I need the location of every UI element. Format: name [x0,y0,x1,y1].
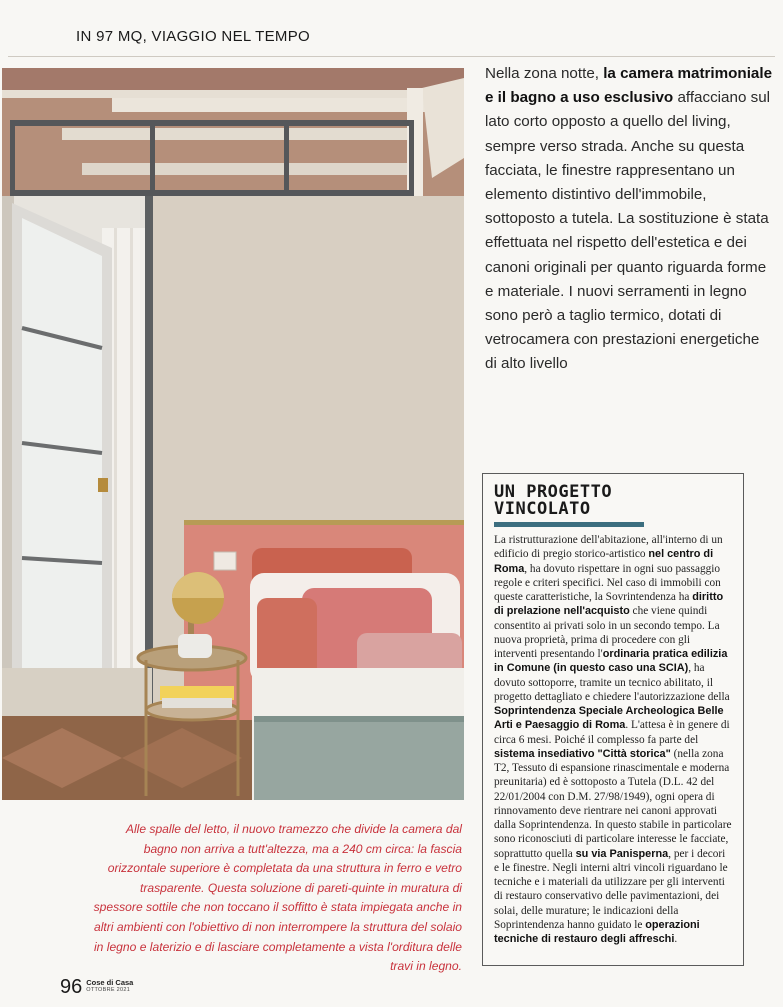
box-text-bold: operazioni tecniche di restauro degli affreschi [494,918,700,945]
box-accent-rule [494,522,644,527]
magazine-issue: OTTOBRE 2021 [86,987,131,993]
bedroom-photo [2,68,464,800]
box-text-segment: . [674,933,678,945]
box-text-bold: sistema insediativo "Città storica" [494,747,671,760]
box-text-segment: , ha dovuto sottoporre, tramite un tecnico abilitato, il progetto dettagliato e chiedere l'autorizzazione della [494,662,730,703]
box-text-segment: . L'attesa è in genere di circa 6 mesi. Poiché il complesso fa parte del [494,719,730,746]
box-text-bold: Soprintendenza Speciale Archeologica Belle Arti e Paesaggio di Roma [494,705,724,732]
body-text-rest: affacciano sul lato corto opposto a quello del living, sempre verso strada. Anche su questa facciata, le finestre rappresentano un elemento distintivo dell'immobile, sottoposto a tutela. La sostituzione è stata effettuata nel rispetto dell'estetica e dei canoni originali per quanto riguarda forme e materiale. I nuovi serramenti in legno sono però a taglio termico, dotati di vetrocamera con prestazioni energetiche di alto livello [485,89,771,373]
box-text-bold: nel centro di Roma [494,548,714,575]
box-text-segment: che viene quindi consentito ai privati solo in un secondo tempo. La nuova proprietà, prima di procedere con gli interventi presentando l' [494,605,720,660]
magazine-name: Cose di Casa [86,978,134,987]
box-text-bold: su via Panisperna [575,847,669,860]
body-text [485,62,775,377]
box-title-line-1: UN PROGETTO [494,482,613,502]
top-rule [8,56,775,57]
magazine-credit [86,979,133,994]
box-text-bold: ordinaria pratica edilizia in Comune (in questo caso una SCIA) [494,648,728,675]
box-text-segment: , per i decori e le finestre. Negli interni altri vincoli riguardano le tecniche e i materiali da utilizzare per gli interventi di restauro conservativo delle pavimentazioni, dei solai, delle murature; le indicazioni della Soprintendenza hanno guidato le [494,847,728,931]
box-text [494,533,732,946]
photo-caption: Alle spalle del letto, il nuovo tramezzo che divide la camera dal bagno non arriva a tutt'altezza, ma a 240 cm circa: la fascia orizzontale superiore è completata da una struttura in ferro e vetro trasparente. Questa soluzione di pareti-quinte in muratura di spessore sottile che non toccano il soffitto è stata impiegata anche in altri ambienti con l'obiettivo di non interrompere la struttura del solaio in legno e laterizio e di lasciare completamente a vista l'orditura delle travi in legno. [93,822,462,974]
box-text-segment: La ristrutturazione dell'abitazione, all'interno di un edificio di pregio storico-artistico [494,534,723,561]
body-text-emphasis: la camera matrimoniale e il bagno a uso esclusivo [485,65,773,107]
box-title-line-2: VINCOLATO [494,499,591,519]
running-head: IN 97 MQ, VIAGGIO NEL TEMPO [76,28,310,45]
box-text-bold: diritto di prelazione nell'acquisto [494,591,724,618]
folio [60,977,133,997]
box-text-segment: (nella zona T2, Tessuto di espansione rinascimentale e moderna preunitaria) ed è sottoposto a Tutela (D.L. 42 del 22/01/2004 con D.M. 27/98/1949), ogni opera di rinnovamento deve rientrare nei canoni approvati dalla Soprintendenza. In questo stabile in particolare sono riconosciuti di particolare interesse le facciate, soprattutto quella [494,747,732,860]
box-text-segment: , ha dovuto rispettare in ogni suo passaggio regole e criteri specifici. Nel caso di immobili con queste caratteristiche, la Sovrintendenza ha [494,562,721,603]
sidebar-box [482,473,744,966]
page-number: 96 [60,976,83,998]
body-text-intro: Nella zona notte, [485,65,604,82]
